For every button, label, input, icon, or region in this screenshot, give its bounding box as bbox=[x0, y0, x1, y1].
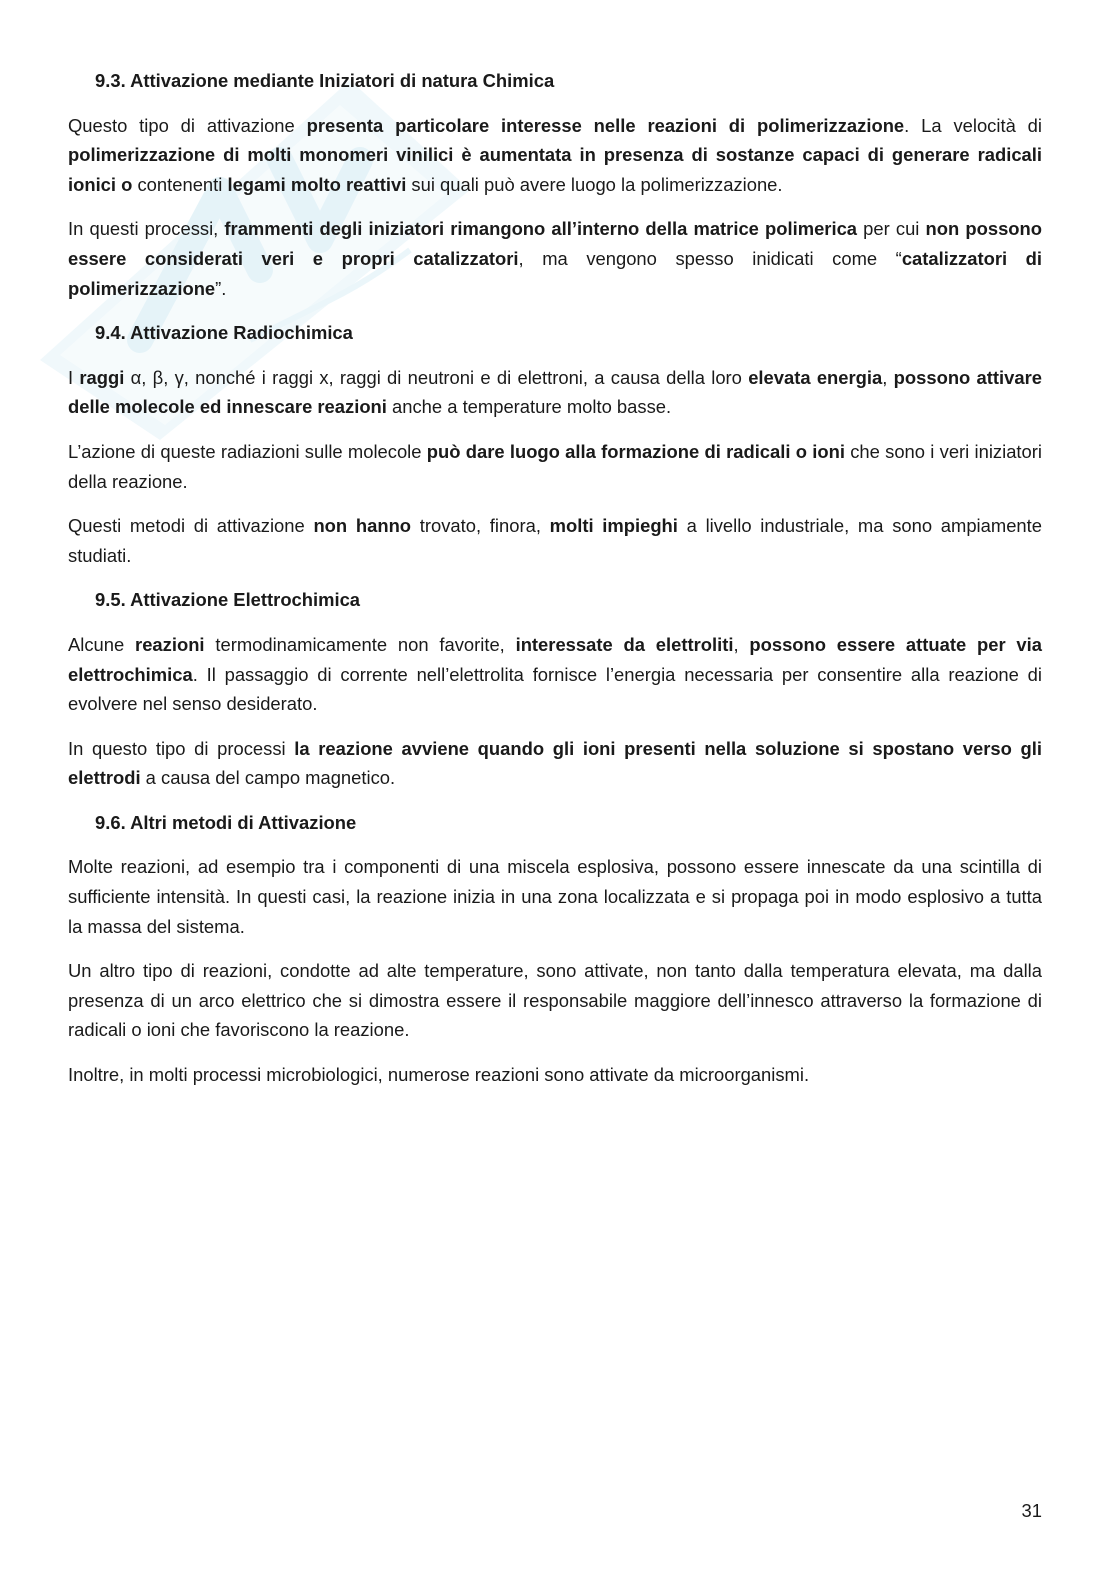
text-run: per cui bbox=[857, 218, 926, 240]
body-paragraph bbox=[68, 214, 1042, 303]
text-run: termodinamicamente non favorite, bbox=[204, 633, 516, 655]
body-paragraph bbox=[68, 437, 1042, 496]
text-run: L’azione di queste radiazioni sulle molecole bbox=[68, 440, 427, 462]
body-paragraph bbox=[68, 111, 1042, 200]
bold-text: raggi bbox=[79, 366, 125, 388]
text-run: Molte reazioni, ad esempio tra i componenti di una miscela esplosiva, possono essere innescate da una scintilla di sufficiente intensità. In questi casi, la reazione inizia in una zona localizzata e si propaga poi in modo esplosivo a tutta la massa del sistema. bbox=[68, 856, 1042, 937]
bold-text: la reazione avviene quando gli ioni presenti nella soluzione si spostano verso gli elettrodi bbox=[68, 737, 1042, 789]
text-run: Alcune bbox=[68, 633, 136, 655]
body-paragraph bbox=[68, 630, 1042, 719]
bold-text: catalizzatori di polimerizzazione bbox=[68, 247, 1042, 299]
bold-text: polimerizzazione di molti monomeri vinilici è aumentata in presenza di sostanze capaci di generare radicali ionici o bbox=[68, 144, 1042, 195]
body-paragraph bbox=[68, 852, 1042, 941]
section-heading: 9.6. Altri metodi di Attivazione bbox=[95, 811, 357, 833]
bold-text: non hanno bbox=[313, 515, 412, 537]
document-page bbox=[68, 66, 1042, 1105]
bold-text: possono essere attuate per via elettrochimica bbox=[68, 633, 1042, 685]
text-run: I bbox=[68, 366, 80, 388]
text-run: trovato, finora, bbox=[411, 515, 550, 537]
text-run: a livello industriale, ma sono ampiamente studiati. bbox=[68, 515, 1042, 566]
text-run: In questo tipo di processi bbox=[68, 737, 295, 759]
text-run: che sono i veri iniziatori della reazione. bbox=[68, 440, 1042, 492]
text-run: contenenti bbox=[132, 173, 228, 195]
text-run: Inoltre, in molti processi microbiologici, numerose reazioni sono attivate da microorganismi. bbox=[68, 1064, 810, 1086]
bold-text: interessate da elettroliti bbox=[515, 633, 734, 655]
text-run: , bbox=[882, 366, 894, 388]
bold-text: elevata energia bbox=[748, 366, 883, 388]
text-run: Questi metodi di attivazione bbox=[68, 515, 314, 537]
bold-text: può dare luogo alla formazione di radicali o ioni bbox=[426, 440, 845, 462]
text-run: anche a temperature molto basse. bbox=[386, 396, 672, 418]
body-paragraph bbox=[68, 363, 1042, 422]
text-run: , bbox=[733, 633, 750, 655]
text-run: sui quali può avere luogo la polimerizzazione. bbox=[406, 173, 783, 195]
text-run: α, β, γ, nonché i raggi x, raggi di neutroni e di elettroni, a causa della loro bbox=[124, 366, 749, 388]
text-run: Questo tipo di attivazione bbox=[68, 114, 307, 136]
page-number: 31 bbox=[1021, 1500, 1042, 1521]
bold-text: non possono essere considerati veri e propri catalizzatori bbox=[68, 218, 1042, 269]
body-paragraph bbox=[68, 511, 1042, 570]
body-paragraph bbox=[68, 956, 1042, 1045]
bold-text: legami molto reattivi bbox=[227, 173, 407, 195]
bold-text: possono attivare delle molecole ed innescare reazioni bbox=[68, 366, 1042, 418]
text-run: Un altro tipo di reazioni, condotte ad alte temperature, sono attivate, non tanto dalla temperatura elevata, ma dalla presenza di un arco elettrico che si dimostra essere il responsabile maggiore dell’innesco attraverso la formazione di radicali o ioni che favoriscono la reazione. bbox=[68, 960, 1042, 1041]
bold-text: presenta particolare interesse nelle reazioni di polimerizzazione bbox=[306, 114, 905, 136]
text-run: , ma vengono spesso inidicati come “ bbox=[518, 247, 902, 269]
text-run: . La velocità di bbox=[904, 114, 1042, 136]
bold-text: frammenti degli iniziatori rimangono all’interno della matrice polimerica bbox=[224, 218, 858, 240]
section-heading: 9.4. Attivazione Radiochimica bbox=[95, 322, 353, 344]
body-paragraph bbox=[68, 1060, 1042, 1090]
body-paragraph bbox=[68, 734, 1042, 793]
section-heading: 9.5. Attivazione Elettrochimica bbox=[95, 589, 361, 611]
text-run: . Il passaggio di corrente nell’elettrolita fornisce l’energia necessaria per consentire alla reazione di evolvere nel senso desiderato. bbox=[68, 663, 1042, 715]
text-run: ”. bbox=[215, 277, 227, 299]
text-run: a causa del campo magnetico. bbox=[140, 767, 396, 789]
bold-text: molti impieghi bbox=[549, 515, 678, 537]
text-run: In questi processi, bbox=[68, 218, 225, 240]
section-heading: 9.3. Attivazione mediante Iniziatori di natura Chimica bbox=[95, 70, 555, 91]
bold-text: reazioni bbox=[135, 633, 205, 655]
